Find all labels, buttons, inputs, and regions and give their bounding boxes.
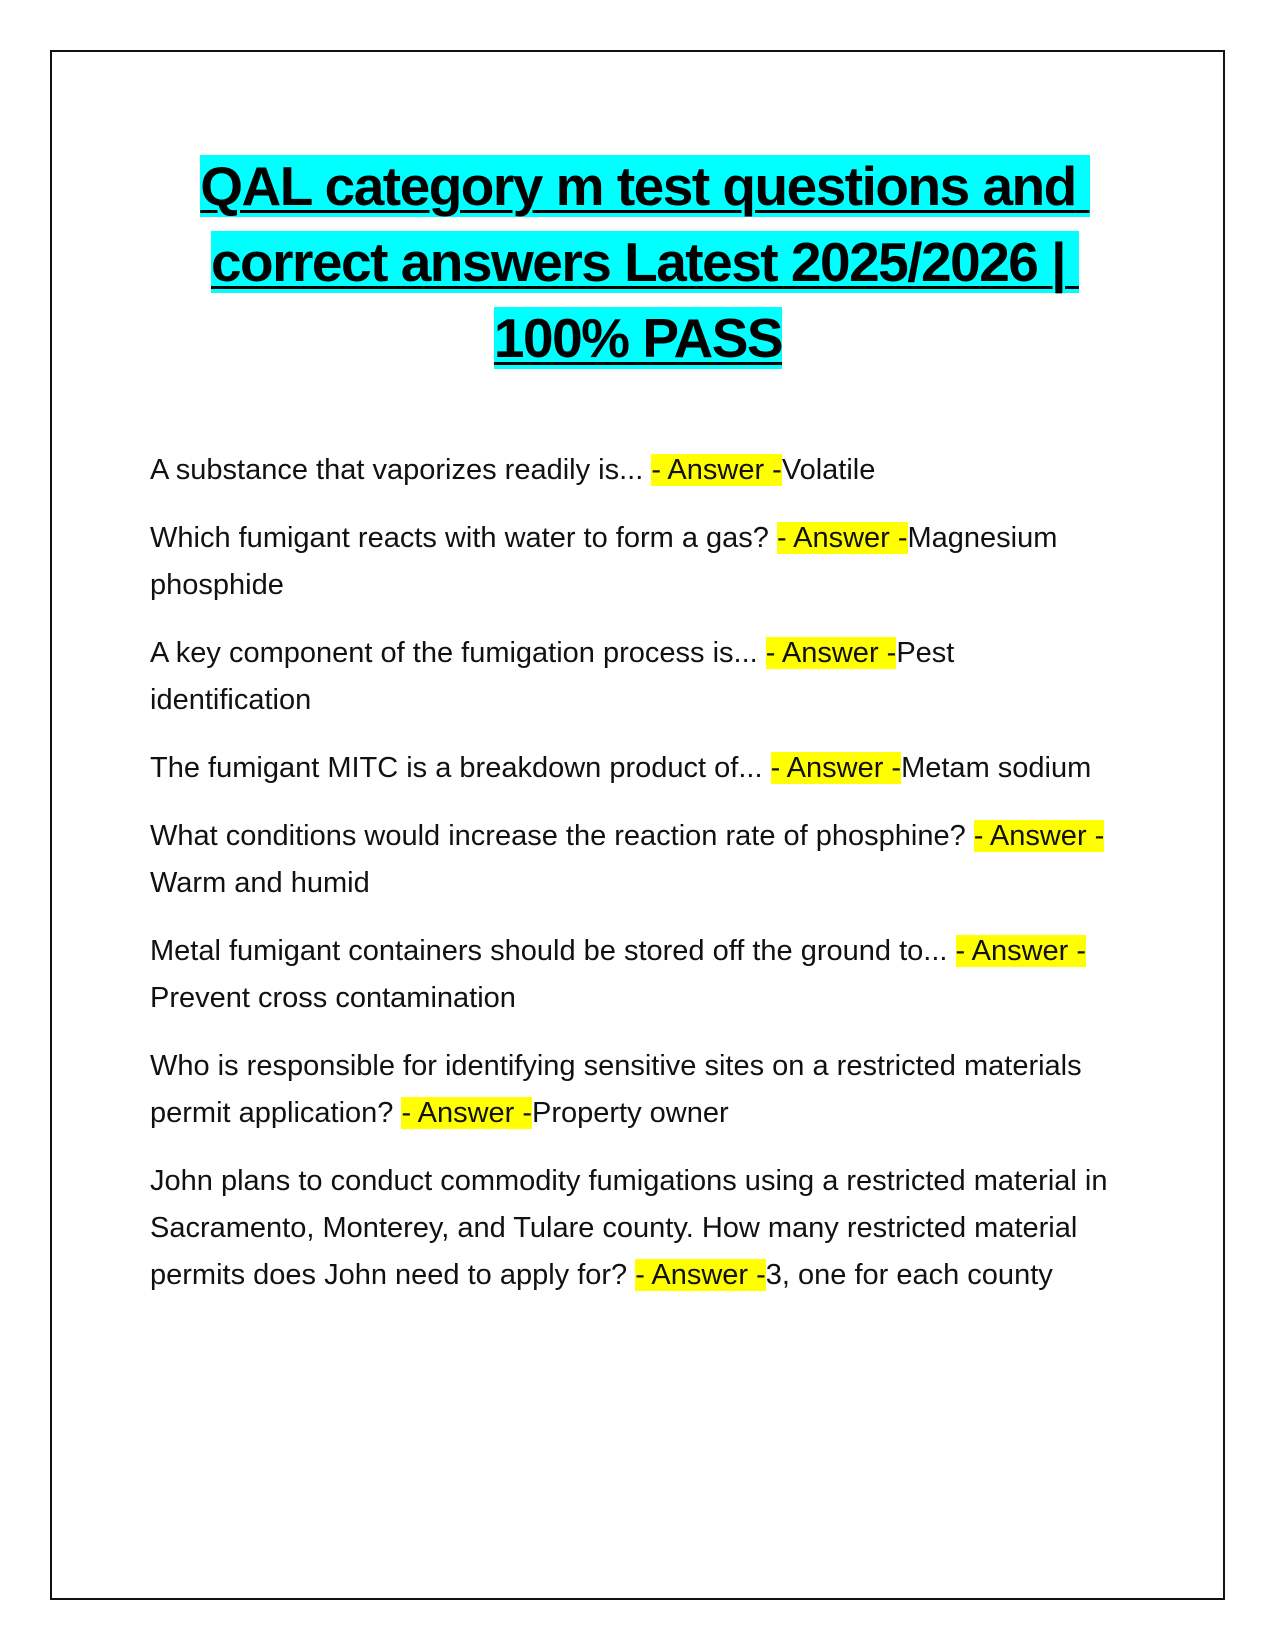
question-text: What conditions would increase the reaction rate of phosphine? <box>150 820 974 852</box>
question-text: Metal fumigant containers should be stored off the ground to... <box>150 935 956 967</box>
answer-tag: - Answer - <box>770 752 902 784</box>
answer-text: Property owner <box>532 1097 729 1129</box>
question-text: The fumigant MITC is a breakdown product of... <box>150 752 771 784</box>
document-title-highlight: QAL category m test questions and correct answers Latest 2025/2026 | 100% PASS <box>200 155 1090 369</box>
answer-text: Pest identification <box>150 637 955 716</box>
qa-item <box>150 447 1115 494</box>
qa-list <box>150 447 1115 1320</box>
question-text: A key component of the fumigation process is... <box>150 637 766 669</box>
answer-tag: - Answer - <box>765 637 897 669</box>
answer-tag: - Answer - <box>955 935 1087 967</box>
question-text: John plans to conduct commodity fumigations using a restricted material in Sacramento, Monterey, and Tulare county. How many restricted material permits does John need to apply for? <box>150 1165 1108 1291</box>
answer-tag: - Answer - <box>776 522 908 554</box>
question-text: Which fumigant reacts with water to form a gas? <box>150 522 777 554</box>
question-text: Who is responsible for identifying sensitive sites on a restricted materials permit application? <box>150 1050 1082 1129</box>
answer-text: 3, one for each county <box>765 1259 1053 1291</box>
answer-text: Metam sodium <box>901 752 1092 784</box>
answer-tag: - Answer - <box>651 454 782 486</box>
question-text: A substance that vaporizes readily is... <box>150 454 652 486</box>
qa-item <box>150 1158 1115 1299</box>
title-block <box>150 148 1126 376</box>
answer-text: Prevent cross contamination <box>150 982 516 1014</box>
answer-text: Warm and humid <box>150 867 370 899</box>
answer-tag: - Answer - <box>973 820 1105 852</box>
qa-item <box>150 928 1115 1022</box>
qa-item <box>150 745 1115 792</box>
qa-item <box>150 630 1115 724</box>
qa-item <box>150 515 1115 609</box>
qa-item <box>150 1043 1115 1137</box>
answer-text: Magnesium phosphide <box>150 522 1058 601</box>
document-title <box>150 148 1126 376</box>
qa-item <box>150 813 1115 907</box>
answer-tag: - Answer - <box>635 1259 766 1291</box>
answer-tag: - Answer - <box>401 1097 533 1129</box>
answer-text: Volatile <box>781 454 876 486</box>
